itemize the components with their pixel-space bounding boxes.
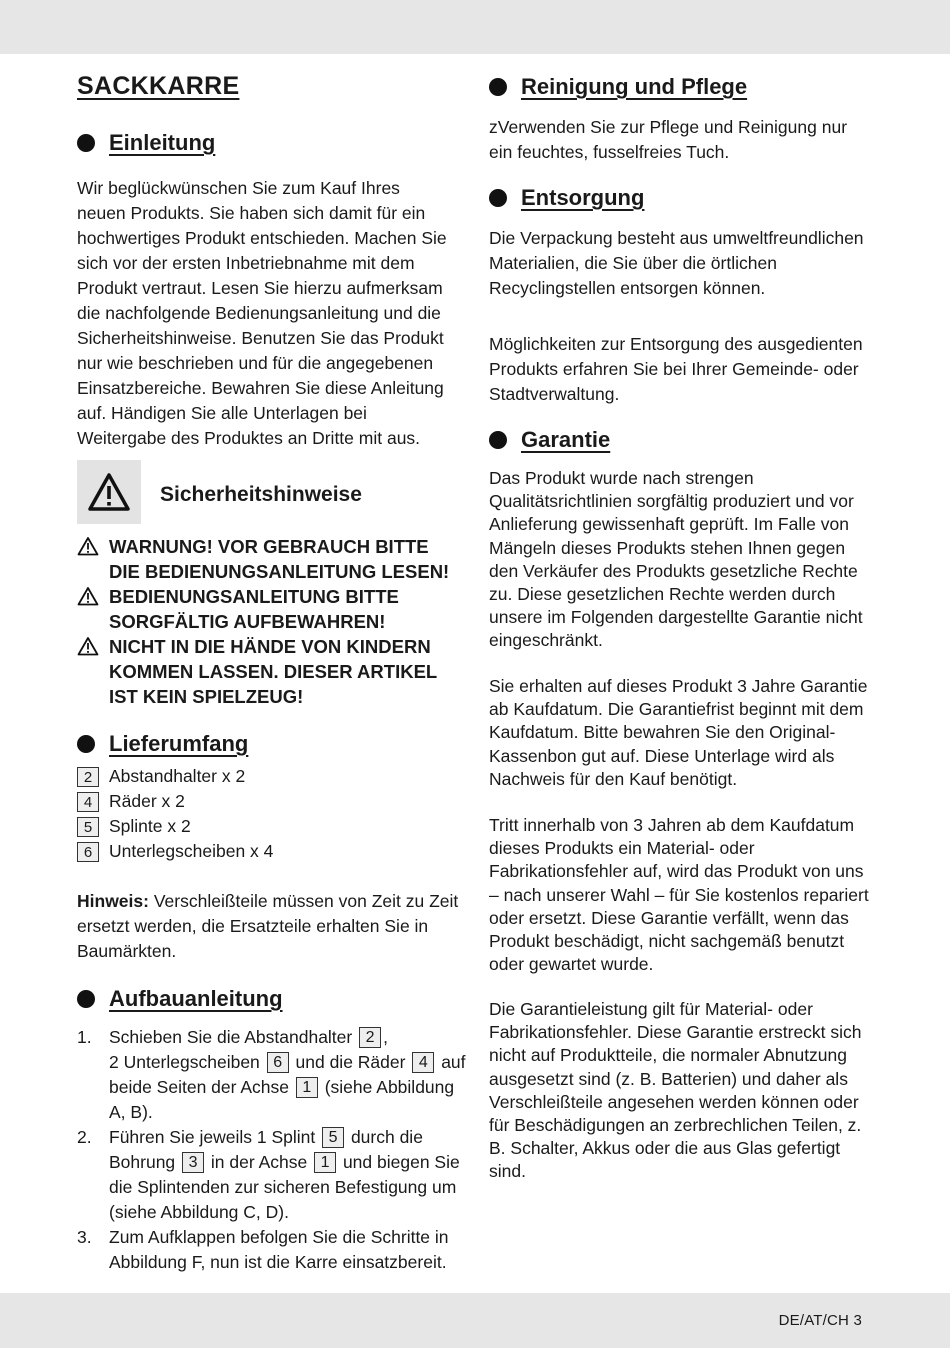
garantie-paragraph: Tritt innerhalb von 3 Jahren ab dem Kaufdatum dieses Produkts ein Material- oder Fabrikationsfehler auf, wird das Produkt von uns – nach unserer Wahl – für Sie kostenlos repariert oder ersetzt. Diese Garantie verfällt, wenn das Produkt beschädigt, nicht sachgemäß benutzt oder gewartet wurde.: [489, 815, 869, 975]
section-heading-reinigung: [489, 72, 747, 102]
bullet-icon: [77, 134, 95, 152]
step-number: 1.: [77, 1027, 92, 1047]
heading-text: Garantie: [521, 427, 611, 452]
heading-text: Reinigung und Pflege: [521, 74, 748, 99]
einleitung-text: Wir beglückwünschen Sie zum Kauf Ihres neuen Produkts. Sie haben sich damit für ein hochwertiges Produkt entschieden. Machen Sie sich vor der ersten Inbetriebnahme mit dem Produkt vertraut. Lesen Sie hierzu aufmerksam die nachfolgende Bedienungsanleitung und die Sicherheitshinweise. Benutzen Sie das Produkt nur wie beschrieben und für die angegebenen Einsatzbereiche. Bewahren Sie diese Anleitung auf. Händigen Sie alle Unterlagen bei Weitergabe des Produktes an Dritte mit aus.: [77, 178, 447, 448]
part-number: 6: [77, 842, 99, 862]
list-item: [77, 839, 273, 864]
bullet-icon: [77, 990, 95, 1008]
list-item-label: Räder x 2: [109, 791, 185, 811]
heading-text: Lieferumfang: [109, 731, 249, 756]
hinweis-note: [77, 889, 462, 964]
instruction-step: [77, 1125, 469, 1225]
step-text: Zum Aufklappen befolgen Sie die Schritte in Abbildung F, nun ist die Karre einsatzbereit.: [109, 1227, 449, 1272]
entsorgung-text: Die Verpackung besteht aus umweltfreundlichen Materialien, die Sie über die örtlichen Recyclingstellen entsorgen können.: [489, 228, 864, 298]
safety-heading: Sicherheitshinweise: [160, 483, 362, 506]
warning-item: [77, 634, 464, 709]
step-text: Schieben Sie die Abstandhalter 2 , 2 Unterlegscheiben 6 und die Räder 4 auf beide Seiten der Achse 1 (siehe Abbildung A, B).: [109, 1027, 466, 1122]
list-item: [77, 814, 191, 839]
document-title: SACKKARRE: [77, 72, 240, 100]
section-heading-garantie: [489, 425, 610, 455]
section-heading-einleitung: [77, 128, 215, 158]
garantie-paragraph: Die Garantieleistung gilt für Material- oder Fabrikationsfehler. Diese Garantie erstreckt sich nicht auf Produktteile, die normaler Abnutzung ausgesetzt sind (z. B. Batterien) und daher als Verschleißteile angesehen werden können oder für Beschädigungen an zerbrechlichen Teilen, z. B. Schalter, Akkus oder die aus Glas gefertigt sind.: [489, 999, 862, 1182]
step-number: 3.: [77, 1227, 92, 1247]
heading-text: Einleitung: [109, 130, 216, 155]
page-footer: DE/AT/CH 3: [778, 1312, 862, 1329]
instruction-step: [77, 1225, 454, 1275]
part-number: 2: [77, 767, 99, 787]
warning-triangle-icon: [77, 534, 99, 584]
list-item-label: Abstandhalter x 2: [109, 766, 246, 786]
entsorgung-text: Möglichkeiten zur Entsorgung des ausgedienten Produkts erfahren Sie bei Ihrer Gemeinde- oder Stadtverwaltung.: [489, 334, 863, 404]
bullet-icon: [77, 735, 95, 753]
warning-text: BEDIENUNGSANLEITUNG BITTE SORGFÄLTIG AUFBEWAHREN!: [109, 586, 399, 632]
list-item: [77, 789, 185, 814]
heading-text: Aufbauanleitung: [109, 986, 283, 1011]
part-ref: 1: [296, 1077, 318, 1098]
section-heading-entsorgung: [489, 183, 644, 213]
heading-text: Entsorgung: [521, 185, 645, 210]
step-number: 2.: [77, 1127, 92, 1147]
garantie-paragraph: Das Produkt wurde nach strengen Qualitätsrichtlinien sorgfältig produziert und vor Anlieferung gewissenhaft geprüft. Im Falle von Mängeln dieses Produkts stehen Ihnen gegen den Verkäufer des Produkts gesetzliche Rechte zu. Diese gesetzlichen Rechte werden durch unsere im Folgenden dargestellte Garantie nicht eingeschränkt.: [489, 468, 863, 651]
section-heading-lieferumfang: [77, 729, 248, 759]
warning-item: [77, 534, 464, 584]
warning-triangle-icon: [87, 472, 131, 512]
list-item-label: Splinte x 2: [109, 816, 191, 836]
part-ref: 3: [182, 1152, 204, 1173]
part-ref: 2: [359, 1027, 381, 1048]
warning-item: [77, 584, 449, 634]
page-top-band: [0, 0, 950, 54]
part-ref: 5: [322, 1127, 344, 1148]
instruction-step: [77, 1025, 469, 1125]
part-ref: 4: [412, 1052, 434, 1073]
section-heading-aufbauanleitung: [77, 984, 283, 1014]
garantie-paragraph: Sie erhalten auf dieses Produkt 3 Jahre Garantie ab Kaufdatum. Die Garantiefrist beginnt mit dem Kaufdatum. Bitte bewahren Sie den Original-Kassenbon gut auf. Diese Unterlage wird als Nachweis für den Kauf benötigt.: [489, 676, 868, 789]
warning-box: [77, 460, 141, 524]
bullet-icon: [489, 431, 507, 449]
list-item-label: Unterlegscheiben x 4: [109, 841, 274, 861]
bullet-icon: [489, 78, 507, 96]
list-item: [77, 764, 245, 789]
step-text: Führen Sie jeweils 1 Splint 5 durch die Bohrung 3 in der Achse 1 und biegen Sie die Splintenden zur sicheren Befestigung um (siehe Abbildung C, D).: [109, 1127, 460, 1222]
reinigung-text: zVerwenden Sie zur Pflege und Reinigung nur ein feuchtes, fusselfreies Tuch.: [489, 117, 848, 162]
warning-triangle-icon: [77, 634, 99, 709]
part-number: 4: [77, 792, 99, 812]
warning-triangle-icon: [77, 584, 99, 634]
hinweis-text: Verschleißteile müssen von Zeit zu Zeit ersetzt werden, die Ersatzteile erhalten Sie in Baumärkten.: [77, 891, 459, 961]
part-ref: 6: [267, 1052, 289, 1073]
warning-text: NICHT IN DIE HÄNDE VON KINDERN KOMMEN LASSEN. DIESER ARTIKEL IST KEIN SPIELZEUG!: [109, 636, 437, 707]
hinweis-label: Hinweis:: [77, 891, 149, 911]
bullet-icon: [489, 189, 507, 207]
part-ref: 1: [314, 1152, 336, 1173]
warning-text: WARNUNG! VOR GEBRAUCH BITTE DIE BEDIENUNGSANLEITUNG LESEN!: [109, 536, 450, 582]
part-number: 5: [77, 817, 99, 837]
